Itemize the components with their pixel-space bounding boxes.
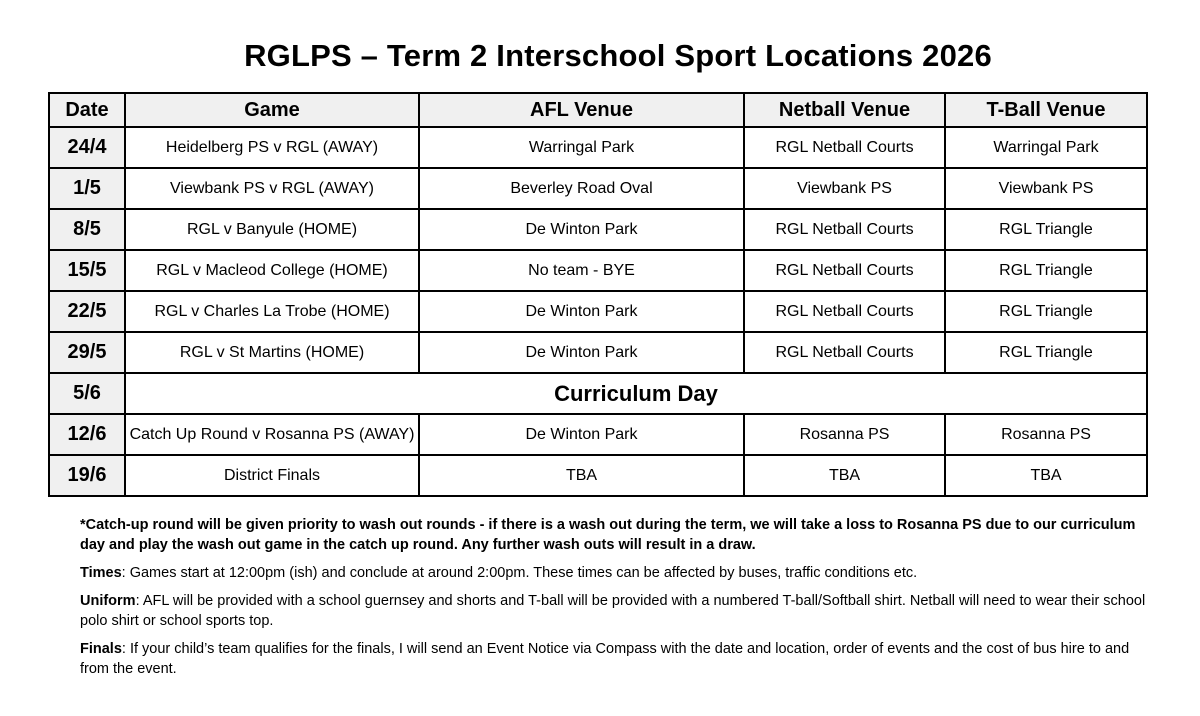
netball-venue-cell: RGL Netball Courts bbox=[744, 250, 945, 291]
date-cell: 1/5 bbox=[49, 168, 125, 209]
date-cell: 12/6 bbox=[49, 414, 125, 455]
netball-venue-cell: Viewbank PS bbox=[744, 168, 945, 209]
curriculum-day-row bbox=[49, 373, 1147, 414]
header-afl-venue: AFL Venue bbox=[419, 93, 744, 127]
game-cell: RGL v Charles La Trobe (HOME) bbox=[125, 291, 419, 332]
finals-note bbox=[80, 639, 1160, 679]
game-cell: District Finals bbox=[125, 455, 419, 496]
afl-venue-cell: De Winton Park bbox=[419, 414, 744, 455]
table-row bbox=[49, 209, 1147, 250]
page-title: RGLPS – Term 2 Interschool Sport Locations 2026 bbox=[244, 38, 992, 73]
afl-venue-cell: No team - BYE bbox=[419, 250, 744, 291]
game-cell: Viewbank PS v RGL (AWAY) bbox=[125, 168, 419, 209]
header-date: Date bbox=[49, 93, 125, 127]
times-label: Times bbox=[80, 565, 122, 581]
table-row bbox=[49, 168, 1147, 209]
curriculum-day-label: Curriculum Day bbox=[125, 373, 1147, 414]
finals-text: : If your child’s team qualifies for the finals, I will send an Event Notice via Compass with the date and location, order of events and the cost of bus hire to and from the event. bbox=[80, 641, 1130, 677]
date-cell: 5/6 bbox=[49, 373, 125, 414]
netball-venue-cell: RGL Netball Courts bbox=[744, 332, 945, 373]
times-text: : Games start at 12:00pm (ish) and conclude at around 2:00pm. These times can be affected by buses, traffic conditions etc. bbox=[121, 565, 918, 581]
tball-venue-cell: RGL Triangle bbox=[945, 209, 1147, 250]
date-cell: 22/5 bbox=[49, 291, 125, 332]
table-header-row bbox=[49, 93, 1147, 127]
tball-venue-cell: Warringal Park bbox=[945, 127, 1147, 168]
afl-venue-cell: De Winton Park bbox=[419, 291, 744, 332]
game-cell: RGL v Banyule (HOME) bbox=[125, 209, 419, 250]
netball-venue-cell: TBA bbox=[744, 455, 945, 496]
tball-venue-cell: RGL Triangle bbox=[945, 291, 1147, 332]
netball-venue-cell: Rosanna PS bbox=[744, 414, 945, 455]
table-row bbox=[49, 250, 1147, 291]
afl-venue-cell: Warringal Park bbox=[419, 127, 744, 168]
finals-label: Finals bbox=[80, 641, 122, 657]
table-row bbox=[49, 455, 1147, 496]
table-row bbox=[49, 332, 1147, 373]
times-note bbox=[80, 563, 1160, 583]
date-cell: 29/5 bbox=[49, 332, 125, 373]
tball-venue-cell: Viewbank PS bbox=[945, 168, 1147, 209]
netball-venue-cell: RGL Netball Courts bbox=[744, 209, 945, 250]
tball-venue-cell: RGL Triangle bbox=[945, 250, 1147, 291]
table-row bbox=[49, 414, 1147, 455]
afl-venue-cell: De Winton Park bbox=[419, 209, 744, 250]
notes-section bbox=[80, 515, 1160, 687]
uniform-note bbox=[80, 591, 1160, 631]
tball-venue-cell: RGL Triangle bbox=[945, 332, 1147, 373]
afl-venue-cell: TBA bbox=[419, 455, 744, 496]
afl-venue-cell: Beverley Road Oval bbox=[419, 168, 744, 209]
uniform-label: Uniform bbox=[80, 593, 136, 609]
netball-venue-cell: RGL Netball Courts bbox=[744, 291, 945, 332]
game-cell: Catch Up Round v Rosanna PS (AWAY) bbox=[125, 414, 419, 455]
catchup-note: *Catch-up round will be given priority to wash out rounds - if there is a wash out during the term, we will take a loss to Rosanna PS due to our curriculum day and play the wash out game in the catch up round. Any further wash outs will result in a draw. bbox=[80, 517, 1136, 553]
game-cell: RGL v Macleod College (HOME) bbox=[125, 250, 419, 291]
date-cell: 8/5 bbox=[49, 209, 125, 250]
date-cell: 24/4 bbox=[49, 127, 125, 168]
afl-venue-cell: De Winton Park bbox=[419, 332, 744, 373]
tball-venue-cell: TBA bbox=[945, 455, 1147, 496]
uniform-text: : AFL will be provided with a school guernsey and shorts and T-ball will be provided with a numbered T-ball/Softball shirt. Netball will need to wear their school polo shirt or school sports top. bbox=[80, 593, 1146, 629]
tball-venue-cell: Rosanna PS bbox=[945, 414, 1147, 455]
header-netball-venue: Netball Venue bbox=[744, 93, 945, 127]
table-row bbox=[49, 291, 1147, 332]
game-cell: RGL v St Martins (HOME) bbox=[125, 332, 419, 373]
date-cell: 19/6 bbox=[49, 455, 125, 496]
schedule-table bbox=[48, 92, 1148, 497]
game-cell: Heidelberg PS v RGL (AWAY) bbox=[125, 127, 419, 168]
header-game: Game bbox=[125, 93, 419, 127]
header-tball-venue: T-Ball Venue bbox=[945, 93, 1147, 127]
table-row bbox=[49, 127, 1147, 168]
date-cell: 15/5 bbox=[49, 250, 125, 291]
netball-venue-cell: RGL Netball Courts bbox=[744, 127, 945, 168]
